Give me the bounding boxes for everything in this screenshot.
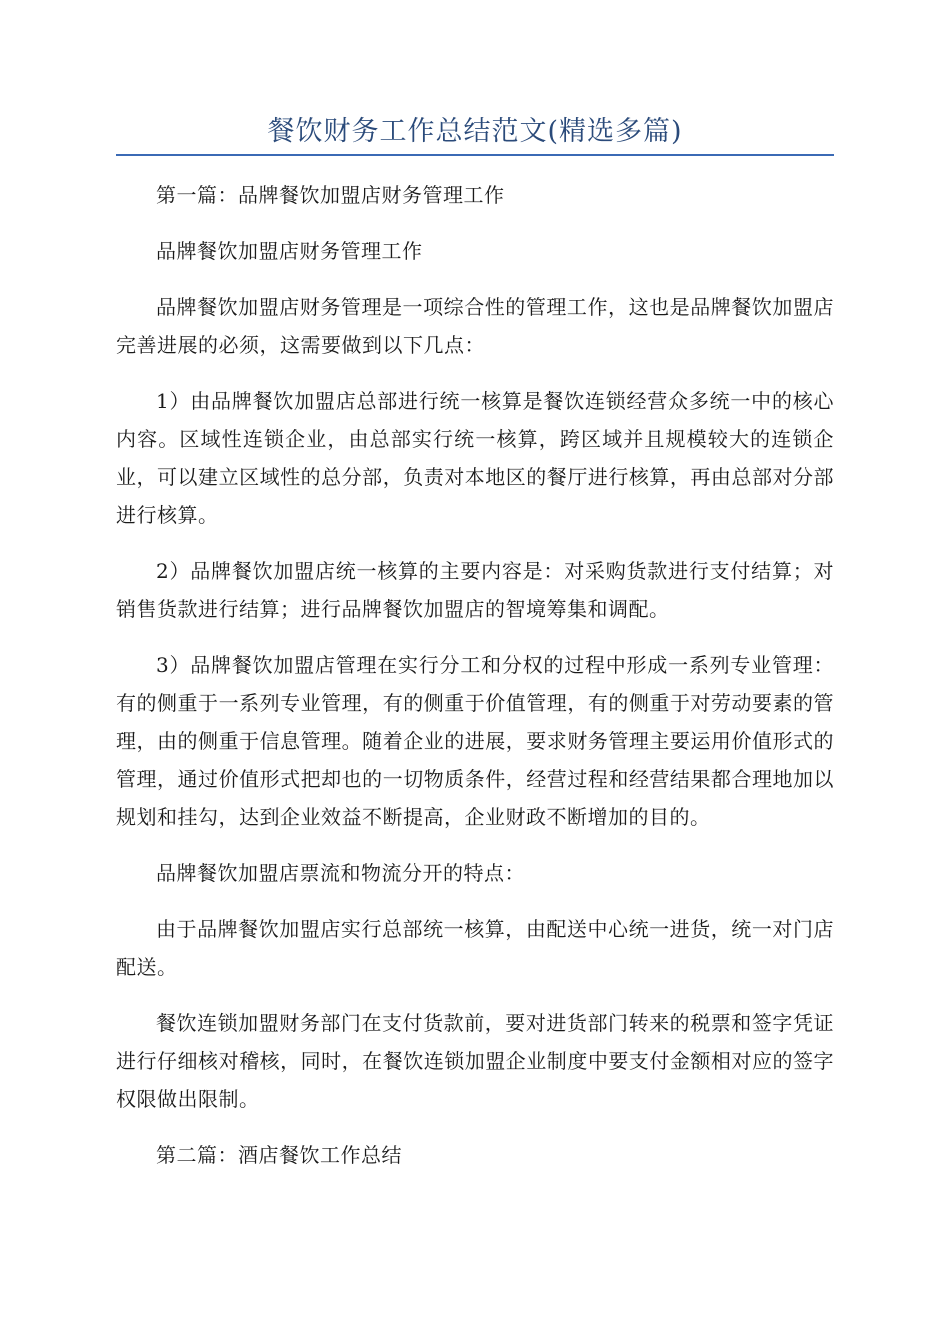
document-title: 餐饮财务工作总结范文(精选多篇): [267, 116, 683, 147]
subheading: 品牌餐饮加盟店财务管理工作: [156, 239, 423, 263]
paragraph-point-3: 3）品牌餐饮加盟店管理在实行分工和分权的过程中形成一系列专业管理：有的侧重于一系列专业管理，有的侧重于价值管理，有的侧重于对劳动要素的管理，由的侧重于信息管理。随着企业的进展，要求财务管理主要运用价值形式的管理，通过价值形式把却也的一切物质条件，经营过程和经营结果都合理地加以规划和挂勾，达到企业效益不断提高，企业财政不断增加的目的。: [116, 653, 834, 829]
paragraph: 餐饮连锁加盟财务部门在支付货款前，要对进货部门转来的税票和签字凭证进行仔细核对稽核，同时，在餐饮连锁加盟企业制度中要支付金额相对应的签字权限做出限制。: [116, 1011, 834, 1111]
section-heading-2: 第二篇：酒店餐饮工作总结: [156, 1143, 402, 1167]
paragraph: 由于品牌餐饮加盟店实行总部统一核算，由配送中心统一进货，统一对门店配送。: [116, 917, 834, 979]
section-heading-1: 第一篇：品牌餐饮加盟店财务管理工作: [156, 183, 505, 207]
paragraph-point-2: 2）品牌餐饮加盟店统一核算的主要内容是：对采购货款进行支付结算；对销售货款进行结算；进行品牌餐饮加盟店的智境筹集和调配。: [116, 559, 834, 621]
title-underline: [116, 154, 834, 156]
paragraph: 品牌餐饮加盟店票流和物流分开的特点：: [156, 861, 525, 885]
paragraph-point-1: 1）由品牌餐饮加盟店总部进行统一核算是餐饮连锁经营众多统一中的核心内容。区域性连锁企业，由总部实行统一核算，跨区域并且规模较大的连锁企业，可以建立区域性的总分部，负责对本地区的餐厅进行核算，再由总部对分部进行核算。: [116, 389, 834, 527]
document-body: [116, 176, 834, 1192]
paragraph: 品牌餐饮加盟店财务管理是一项综合性的管理工作，这也是品牌餐饮加盟店完善进展的必须，这需要做到以下几点：: [116, 295, 834, 357]
